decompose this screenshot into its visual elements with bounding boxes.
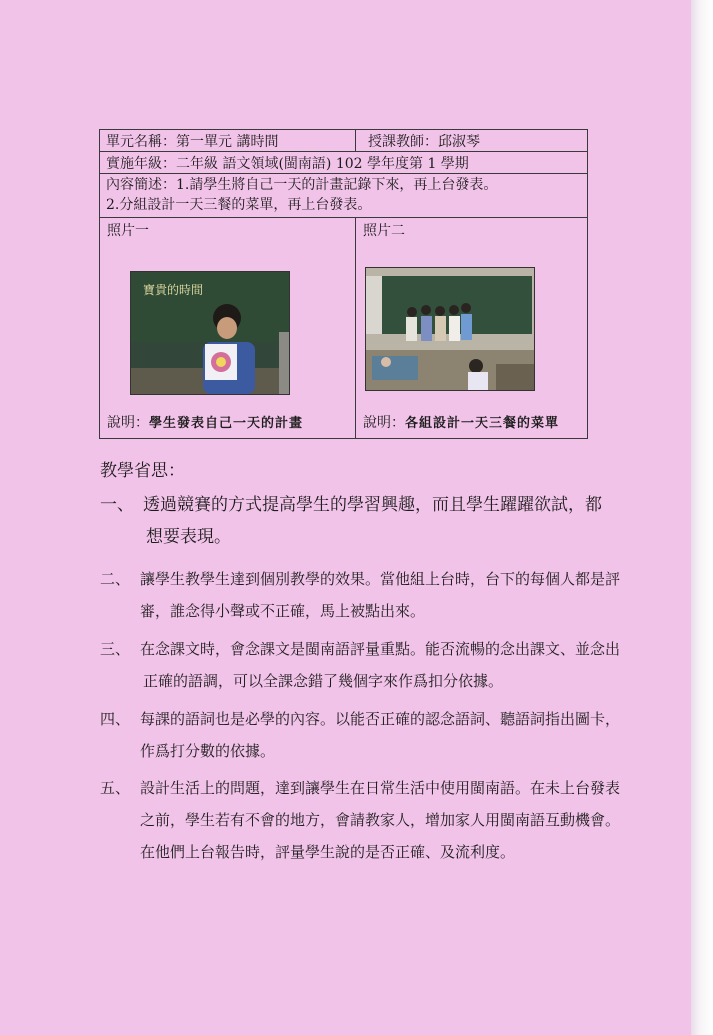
page-margin — [691, 0, 713, 1035]
lesson-info-table — [99, 129, 588, 439]
photo-one-label: 照片一 — [107, 223, 149, 239]
photo-two-label: 照片二 — [363, 223, 405, 239]
item-text-line: 透過競賽的方式提高學生的學習興趣，而且學生躍躍欲試，都 — [143, 495, 602, 515]
content-summary-cell — [100, 174, 588, 218]
photo-student-presenting — [130, 271, 290, 395]
item-text-line: 正確的語調，可以全課念錯了幾個字來作爲扣分依據。 — [143, 672, 504, 690]
item-number: 四、 — [100, 710, 131, 728]
item-text-line: 每課的語詞也是必學的內容。以能否正確的認念語詞、聽語詞指出圖卡， — [140, 710, 621, 728]
unit-name-cell: 單元名稱：第一單元 講時間 — [100, 130, 356, 152]
photo-one-cell — [100, 218, 356, 439]
chalkboard-text: 寶貴的時間 — [143, 283, 204, 297]
item-text-line: 之前，學生若有不會的地方，會請教家人，增加家人用閩南語互動機會。 — [140, 811, 621, 829]
item-text-line: 作爲打分數的依據。 — [140, 742, 276, 760]
teacher-cell: 授課教師：邱淑琴 — [356, 130, 588, 152]
item-number: 二、 — [100, 570, 131, 588]
reflection-title: 教學省思： — [100, 461, 185, 481]
item-text-line: 審，誰念得小聲或不正確，馬上被點出來。 — [140, 602, 426, 620]
content-line-1: 內容簡述：1.請學生將自己一天的計畫記錄下來，再上台發表。 — [106, 177, 498, 193]
photo-one-image — [131, 272, 289, 394]
item-text-line: 想要表現。 — [146, 527, 231, 547]
photo-one-caption-text: 學生發表自己一天的計畫 — [149, 416, 304, 431]
item-text-line: 讓學生教學生達到個別教學的效果。當他組上台時，台下的每個人都是評 — [140, 570, 621, 588]
item-number: 一、 — [100, 495, 134, 515]
photo-two-cell — [356, 218, 588, 439]
content-line-2: 2.分組設計一天三餐的菜單，再上台發表。 — [106, 197, 372, 213]
photo-two-image — [366, 268, 534, 390]
photo-two-caption-prefix: 說明： — [363, 415, 405, 431]
photo-two-caption — [363, 412, 559, 432]
photo-one-caption — [107, 412, 303, 432]
item-text-line: 在念課文時，會念課文是閩南語評量重點。能否流暢的念出課文、並念出 — [140, 640, 621, 658]
grade-cell: 實施年級：二年級 語文領域(閩南語) 102 學年度第 1 學期 — [100, 152, 588, 174]
photo-two-caption-text: 各組設計一天三餐的菜單 — [405, 416, 560, 431]
item-text-line: 在他們上台報告時，評量學生說的是否正確、及流利度。 — [140, 843, 516, 861]
item-number: 三、 — [100, 640, 131, 658]
item-number: 五、 — [100, 779, 131, 797]
item-text-line: 設計生活上的問題，達到讓學生在日常生活中使用閩南語。在未上台發表 — [140, 779, 621, 797]
photo-one-caption-prefix: 說明： — [107, 415, 149, 431]
photo-group-presenting — [365, 267, 535, 391]
